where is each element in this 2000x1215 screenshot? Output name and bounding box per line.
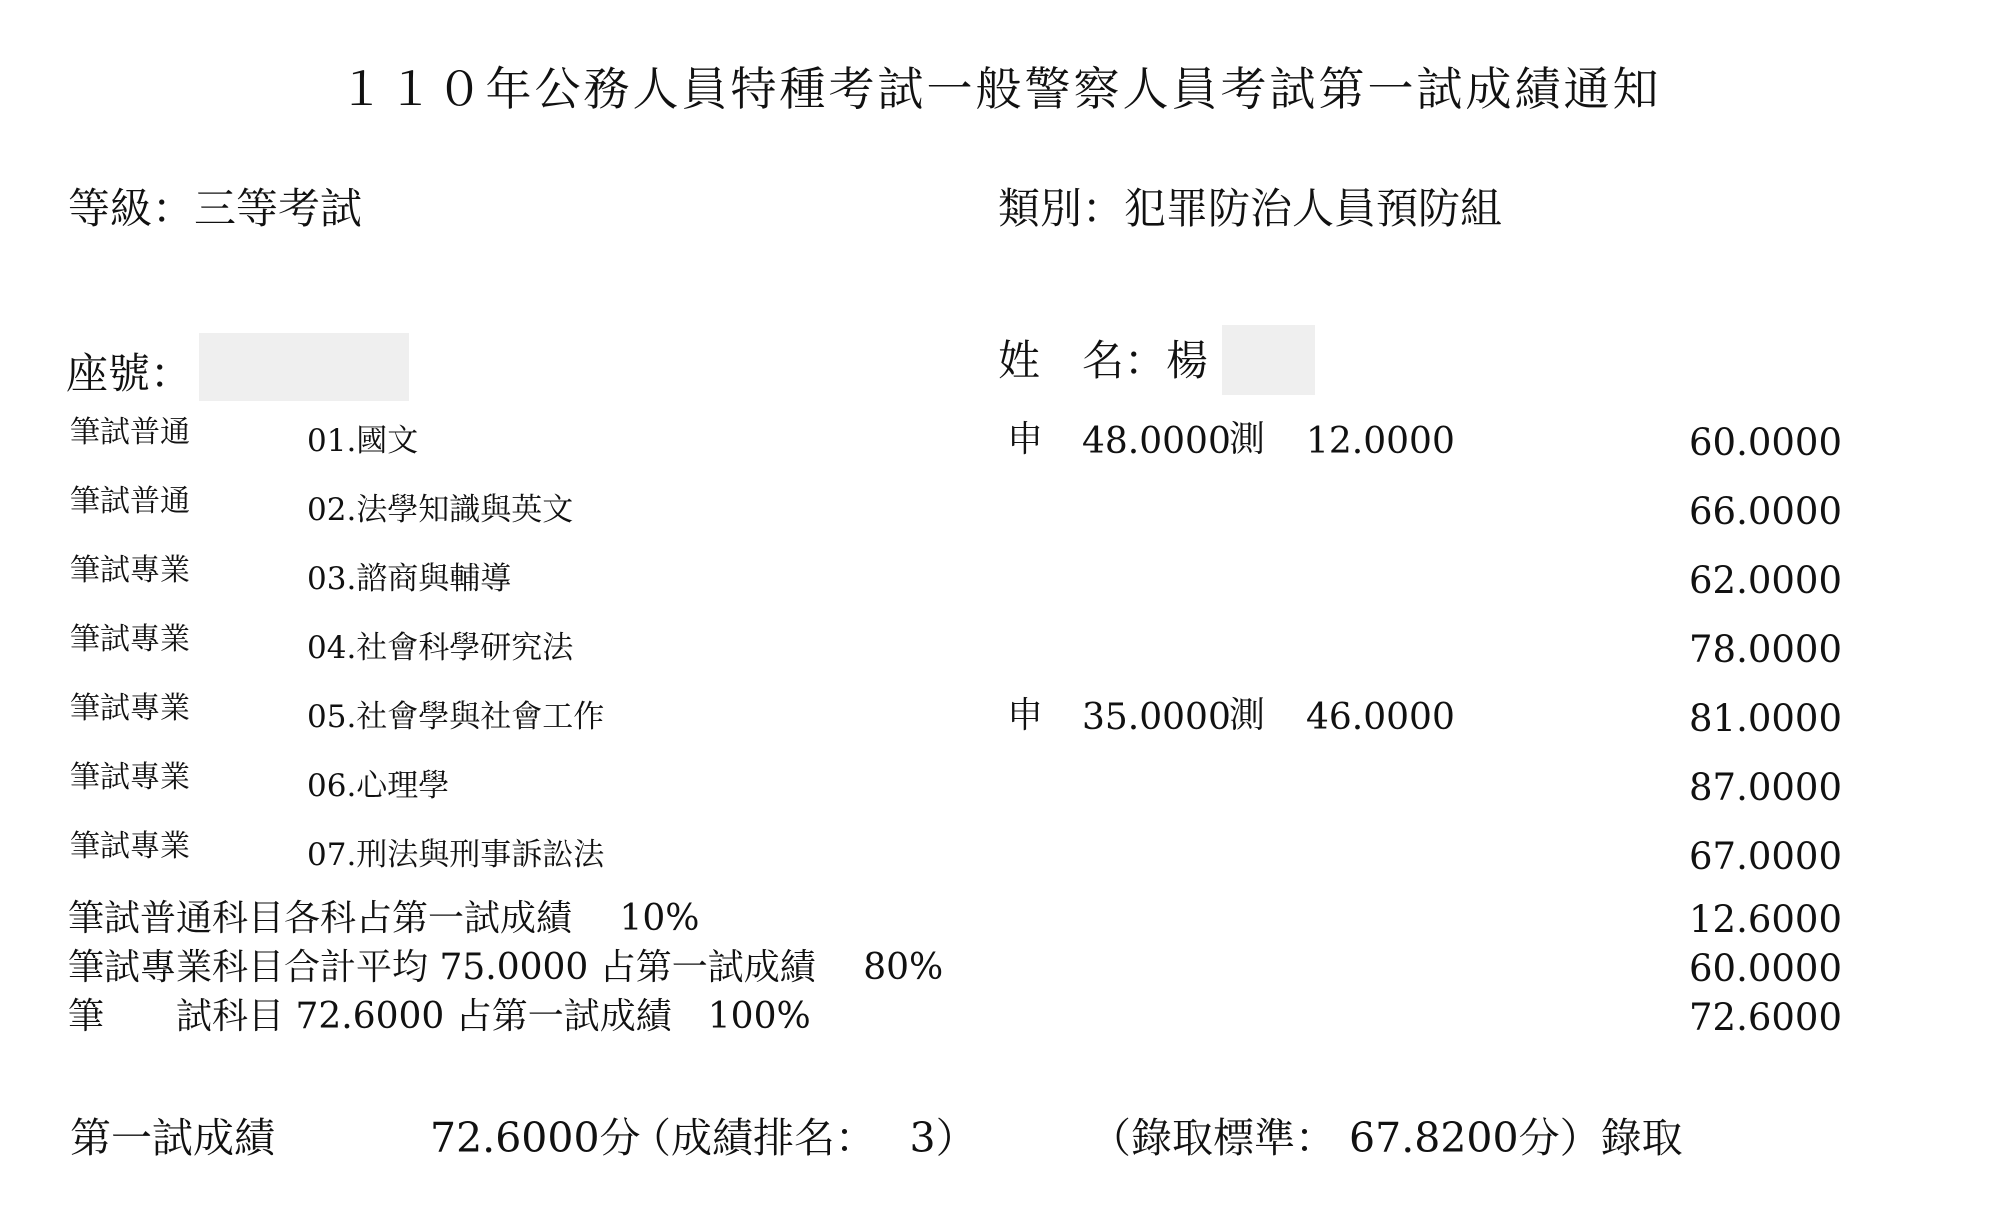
summary-text: 筆試普通科目各科占第一試成績 10% (68, 898, 700, 939)
subject-type: 筆試專業 (70, 553, 190, 588)
name-value: 楊 (1166, 336, 1209, 385)
ce-score: 12.0000 (1306, 421, 1455, 462)
name-field (998, 336, 1209, 385)
subject-score: 87.0000 (1688, 766, 1842, 809)
subject-name: 05.社會學與社會工作 (307, 699, 605, 735)
seat-label: 座號： (66, 349, 193, 398)
rank-text: （成績排名： 3） (630, 1114, 977, 1162)
subject-name: 01.國文 (307, 423, 419, 459)
summary-value: 72.6000 (1688, 996, 1842, 1039)
subject-type: 筆試專業 (70, 829, 190, 864)
name-label: 姓 名： (998, 336, 1167, 385)
name-redaction (1222, 325, 1315, 395)
subject-name: 04.社會科學研究法 (307, 630, 574, 666)
subject-type: 筆試普通 (70, 415, 190, 450)
subject-score: 60.0000 (1688, 421, 1842, 464)
seat-number-redaction (199, 333, 409, 401)
first-exam-result-label: 第一試成績 (70, 1114, 275, 1162)
category-field (998, 184, 1503, 233)
subject-name: 02.法學知識與英文 (307, 492, 574, 528)
admission-standard-text: （錄取標準： 67.8200分）錄取 (1090, 1114, 1683, 1162)
ce-label: 測 (1229, 695, 1266, 736)
subject-type: 筆試專業 (70, 691, 190, 726)
subject-name: 03.諮商與輔導 (307, 561, 512, 597)
shen-label: 申 (1007, 695, 1044, 736)
subject-type: 筆試專業 (70, 760, 190, 795)
category-label: 類別： (998, 184, 1125, 233)
shen-score: 35.0000 (1082, 697, 1231, 738)
subject-name: 06.心理學 (307, 768, 450, 804)
subject-type: 筆試專業 (70, 622, 190, 657)
subject-score: 67.0000 (1688, 835, 1842, 878)
subject-score: 62.0000 (1688, 559, 1842, 602)
category-value: 犯罪防治人員預防組 (1124, 184, 1503, 233)
notice-title: １１０年公務人員特種考試一般警察人員考試第一試成績通知 (338, 62, 1662, 116)
level-value: 三等考試 (194, 184, 363, 233)
subject-score: 78.0000 (1688, 628, 1842, 671)
level-field (68, 184, 363, 233)
summary-value: 60.0000 (1688, 947, 1842, 990)
summary-value: 12.6000 (1688, 898, 1842, 941)
summary-text: 筆 試科目 72.6000 占第一試成績 100% (68, 996, 811, 1037)
subject-type: 筆試普通 (70, 484, 190, 519)
ce-score: 46.0000 (1306, 697, 1455, 738)
level-label: 等級： (68, 184, 195, 233)
subject-score: 66.0000 (1688, 490, 1842, 533)
ce-label: 測 (1229, 419, 1266, 460)
summary-text: 筆試專業科目合計平均 75.0000 占第一試成績 80% (68, 947, 944, 988)
subject-score: 81.0000 (1688, 697, 1842, 740)
subject-name: 07.刑法與刑事訴訟法 (307, 837, 605, 873)
first-exam-score: 72.6000分 (430, 1114, 641, 1162)
shen-score: 48.0000 (1082, 421, 1231, 462)
shen-label: 申 (1007, 419, 1044, 460)
